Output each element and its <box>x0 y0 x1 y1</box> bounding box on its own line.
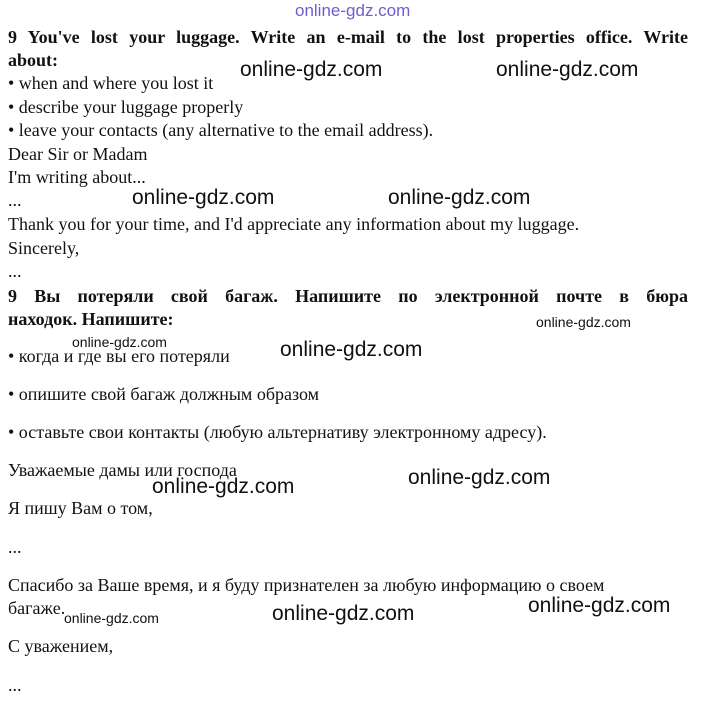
watermark: online-gdz.com <box>72 334 167 350</box>
watermark-top: online-gdz.com <box>295 1 411 20</box>
watermark: online-gdz.com <box>388 186 531 209</box>
russian-bullet-1: • когда и где вы его потеряли <box>8 346 230 366</box>
watermark: online-gdz.com <box>496 58 639 81</box>
russian-bullet-3: • оставьте свои контакты (любую альтернативу электронному адресу). <box>8 422 547 442</box>
russian-bullet-2: • опишите свой багаж должным образом <box>8 384 320 404</box>
watermark: online-gdz.com <box>280 338 423 361</box>
english-thanks: Thank you for your time, and I'd appreciate any information about my luggage. <box>8 214 580 234</box>
russian-heading-line2: находок. Напишите: <box>8 309 174 329</box>
english-heading-line1: 9 You've lost your luggage. Write an e-mail to the lost properties office. Write <box>8 27 688 47</box>
russian-ellipsis-2: ... <box>8 675 22 695</box>
watermark: online-gdz.com <box>272 602 415 625</box>
watermark: online-gdz.com <box>536 314 631 330</box>
watermark: online-gdz.com <box>152 475 295 498</box>
english-opening: I'm writing about... <box>8 167 146 187</box>
english-heading-line2: about: <box>8 50 59 70</box>
russian-opening: Я пишу Вам о том, <box>8 498 153 518</box>
watermark: online-gdz.com <box>64 610 159 626</box>
english-ellipsis-2: ... <box>8 261 22 281</box>
watermark: online-gdz.com <box>240 58 383 81</box>
english-bullet-1: • when and where you lost it <box>8 73 214 93</box>
watermark: online-gdz.com <box>408 466 551 489</box>
english-bullet-2: • describe your luggage properly <box>8 97 244 117</box>
watermark: online-gdz.com <box>132 186 275 209</box>
russian-thanks-line1: Спасибо за Ваше время, и я буду признателен за любую информацию о своем <box>8 575 605 595</box>
english-closing: Sincerely, <box>8 238 80 258</box>
russian-ellipsis-1: ... <box>8 537 22 557</box>
english-salutation: Dear Sir or Madam <box>8 144 148 164</box>
watermark: online-gdz.com <box>528 594 671 617</box>
english-ellipsis-1: ... <box>8 190 22 210</box>
russian-salutation: Уважаемые дамы или господа <box>8 460 237 480</box>
russian-closing: С уважением, <box>8 636 114 656</box>
russian-heading-line1: 9 Вы потеряли свой багаж. Напишите по электронной почте в бюра <box>8 286 688 306</box>
english-bullet-3: • leave your contacts (any alternative to the email address). <box>8 120 434 140</box>
russian-thanks-line2: багаже. <box>8 598 66 618</box>
